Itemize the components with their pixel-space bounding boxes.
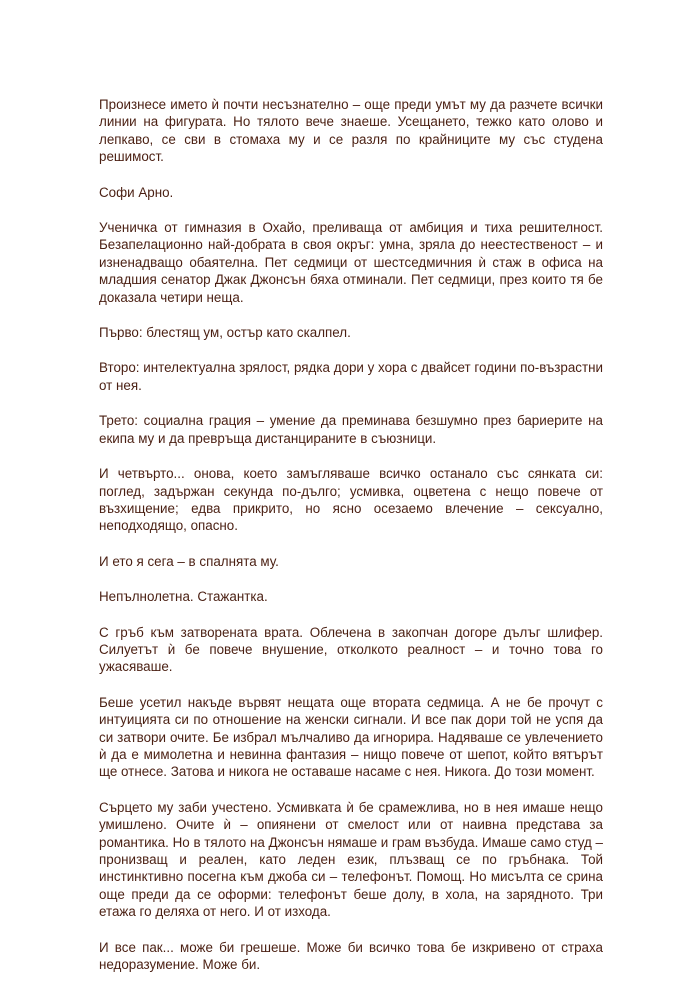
paragraph: И все пак... може би грешеше. Може би всичко това бе изкривено от страха недоразумение. Може би. [99, 939, 603, 973]
paragraph: Второ: интелектуална зрялост, рядка дори у хора с двайсет години по-възрастни от нея. [99, 360, 603, 393]
paragraph: Сърцето му заби учестено. Усмивката ѝ бе срамежлива, но в нея имаше нещо умишлено. Очите ѝ – опиянени от смелост или от наивна представа за романтика. Но в тялото на Джонсън нямаше и грам възбуда. Имаше само студ – пронизващ и реален, като леден език, плъзващ се по гръбнака. Той инстинктивно посегна към джоба си – телефонът. Помощ. Но мисълта се срина още преди да се оформи: телефонът беше долу, в хола, на зарядното. Три етажа го деляха от него. И от изхода. [99, 799, 603, 920]
paragraph: И четвърто... онова, което замъгляваше всичко останало със сянката си: поглед, задържан секунда по-дълго; усмивка, оцветена с нещо повече от възхищение; едва прикрито, но ясно осезаемо влечение – сексуално, неподходящо, опасно. [99, 466, 603, 534]
paragraph: Непълнолетна. Стажантка. [99, 589, 268, 605]
paragraph: С гръб към затворената врата. Облечена в закопчан догоре дълъг шлифер. Силуетът ѝ бе повече внушение, отколкото реалност – и точно това го ужасяваше. [99, 624, 603, 675]
paragraph: Първо: блестящ ум, остър като скалпел. [99, 325, 351, 341]
paragraph: Произнесе името ѝ почти несъзнателно – още преди умът му да разчете всички линии на фигурата. Но тялото вече знаеше. Усещането, тежко като олово и лепкаво, се сви в стомаха му и се разля по крайниците му със студена решимост. [99, 97, 603, 165]
body-text [99, 96, 603, 991]
paragraph: Софи Арно. [99, 184, 174, 200]
paragraph: Беше усетил накъде вървят нещата още втората седмица. А не бе прочут с интуицията си по отношение на женски сигнали. И все пак дори той не успя да си затвори очите. Бе избрал мълчаливо да игнорира. Надяваше се увлечението ѝ да е мимолетна и невинна фантазия – нищо повече от шепот, който вятърът ще отнесе. Затова и никога не оставаше насаме с нея. Никога. До този момент. [99, 694, 603, 780]
paragraph: Трето: социална грация – умение да преминава безшумно през бариерите на екипа му и да превръща дистанцираните в съюзници. [99, 413, 603, 446]
paragraph: Ученичка от гимназия в Охайо, преливаща от амбиция и тиха решителност. Безапелационно най-добрата в своя окръг: умна, зряла до неестественост – и изненадващо обаятелна. Пет седмици от шестседмичния ѝ стаж в офиса на младшия сенатор Джак Джонсън бяха отминали. Пет седмици, през които тя бе доказала четири неща. [99, 220, 603, 305]
paragraph: И ето я сега – в спалнята му. [99, 553, 279, 569]
